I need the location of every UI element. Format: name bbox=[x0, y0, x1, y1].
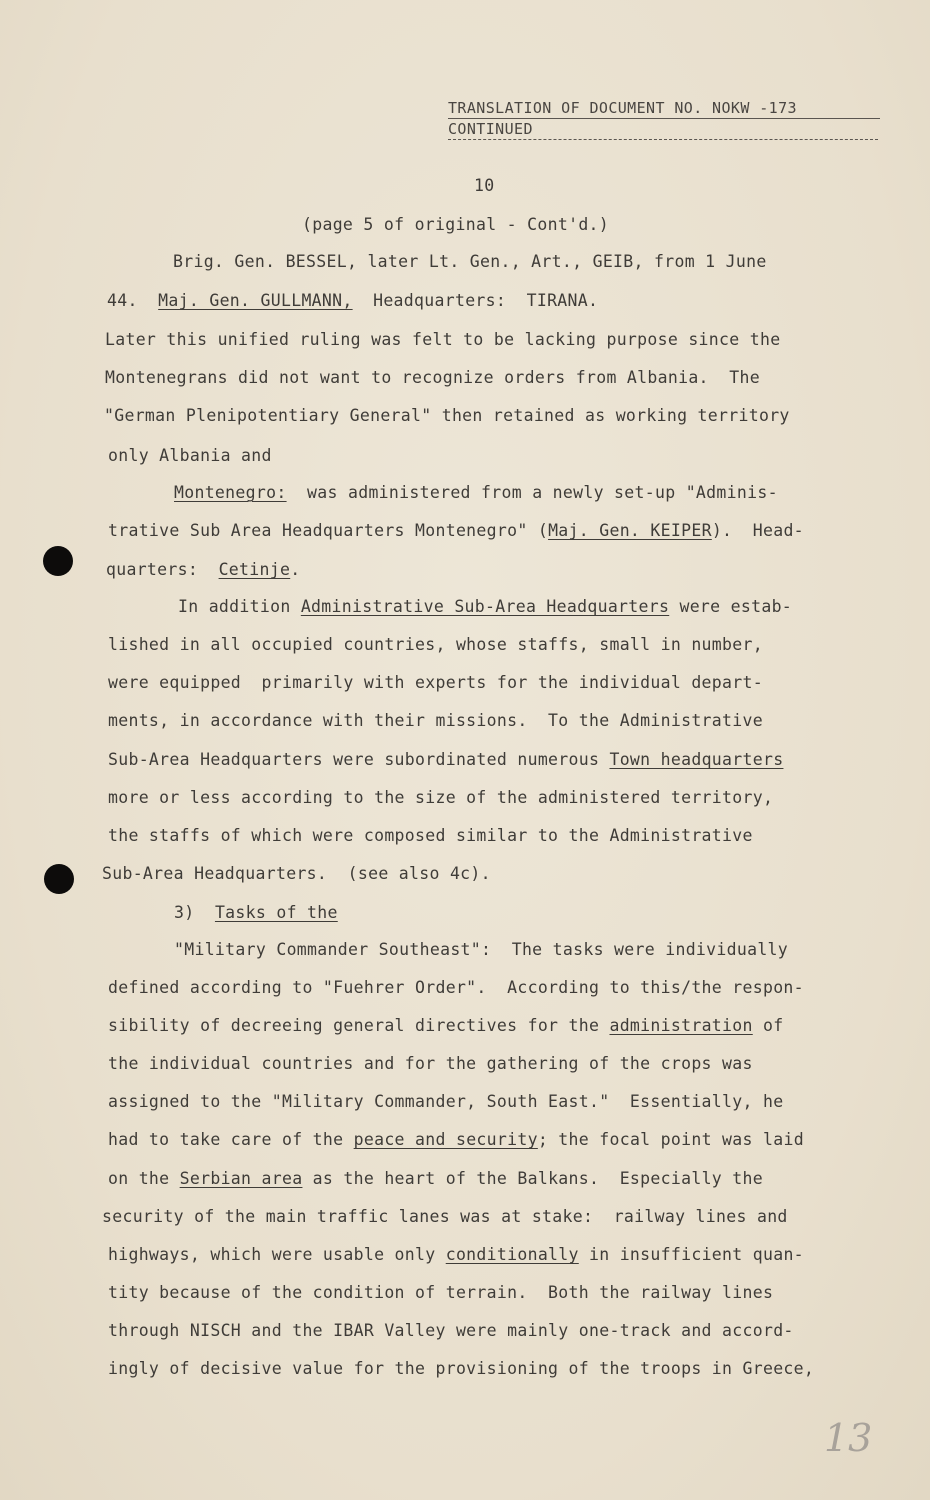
body-line: assigned to the "Military Commander, South East." Essentially, he bbox=[108, 1092, 784, 1111]
underlined-term: Serbian area bbox=[179, 1169, 303, 1188]
body-line: In addition Administrative Sub-Area Headquarters were estab- bbox=[178, 597, 793, 616]
underlined-term: Town headquarters bbox=[609, 750, 784, 769]
document-header bbox=[448, 98, 880, 140]
header-title: TRANSLATION OF DOCUMENT NO. NOKW -173 bbox=[448, 98, 880, 119]
handwritten-page-number: 13 bbox=[824, 1416, 873, 1460]
body-line: sibility of decreeing general directives for the administration of bbox=[108, 1016, 784, 1035]
underlined-place: Cetinje bbox=[218, 560, 291, 579]
underlined-name: Maj. Gen. GULLMANN, bbox=[158, 291, 353, 310]
punch-hole bbox=[44, 864, 74, 894]
body-line: Brig. Gen. BESSEL, later Lt. Gen., Art., GEIB, from 1 June bbox=[173, 252, 767, 271]
underlined-name: Maj. Gen. KEIPER bbox=[548, 521, 712, 540]
header-continued: CONTINUED bbox=[448, 119, 878, 140]
body-line: ments, in accordance with their missions. To the Administrative bbox=[108, 711, 763, 730]
body-line: lished in all occupied countries, whose staffs, small in number, bbox=[108, 635, 763, 654]
body-line: on the Serbian area as the heart of the Balkans. Especially the bbox=[108, 1169, 763, 1188]
underlined-heading: Tasks of the bbox=[214, 903, 338, 922]
underlined-term: Administrative Sub-Area Headquarters bbox=[300, 597, 670, 616]
body-line: had to take care of the peace and security; the focal point was laid bbox=[108, 1130, 804, 1149]
body-line: trative Sub Area Headquarters Montenegro" (Maj. Gen. KEIPER). Head- bbox=[108, 521, 804, 540]
body-line: Montenegrans did not want to recognize orders from Albania. The bbox=[105, 368, 760, 387]
body-line: ingly of decisive value for the provisioning of the troops in Greece, bbox=[108, 1359, 815, 1378]
punch-hole bbox=[43, 546, 73, 576]
underlined-term: peace and security bbox=[353, 1130, 538, 1149]
body-line: more or less according to the size of the administered territory, bbox=[108, 788, 774, 807]
section-heading: 3) Tasks of the bbox=[174, 903, 338, 922]
body-line: the individual countries and for the gathering of the crops was bbox=[108, 1054, 753, 1073]
body-line: only Albania and bbox=[108, 446, 272, 465]
body-line: Montenegro: was administered from a newly set-up "Adminis- bbox=[174, 483, 778, 502]
body-line: defined according to "Fuehrer Order". According to this/the respon- bbox=[108, 978, 804, 997]
body-line: 44. Maj. Gen. GULLMANN, Headquarters: TIRANA. bbox=[107, 291, 599, 310]
body-line: Later this unified ruling was felt to be lacking purpose since the bbox=[105, 330, 781, 349]
body-line: through NISCH and the IBAR Valley were mainly one-track and accord- bbox=[108, 1321, 794, 1340]
body-line: "Military Commander Southeast": The tasks were individually bbox=[174, 940, 789, 959]
underlined-place: Montenegro: bbox=[174, 483, 287, 502]
body-line: tity because of the condition of terrain. Both the railway lines bbox=[108, 1283, 774, 1302]
body-line: were equipped primarily with experts for the individual depart- bbox=[108, 673, 763, 692]
body-line: Sub-Area Headquarters were subordinated numerous Town headquarters bbox=[108, 750, 784, 769]
underlined-term: administration bbox=[609, 1016, 753, 1035]
body-line: highways, which were usable only conditionally in insufficient quan- bbox=[108, 1245, 804, 1264]
page-number: 10 bbox=[474, 176, 495, 195]
body-line: the staffs of which were composed similar to the Administrative bbox=[108, 826, 753, 845]
original-page-note: (page 5 of original - Cont'd.) bbox=[302, 215, 610, 234]
body-line: quarters: Cetinje. bbox=[106, 560, 301, 579]
body-line: security of the main traffic lanes was at stake: railway lines and bbox=[102, 1207, 788, 1226]
body-line: Sub-Area Headquarters. (see also 4c). bbox=[102, 864, 491, 883]
body-line: "German Plenipotentiary General" then retained as working territory bbox=[104, 406, 790, 425]
underlined-term: conditionally bbox=[445, 1245, 579, 1264]
